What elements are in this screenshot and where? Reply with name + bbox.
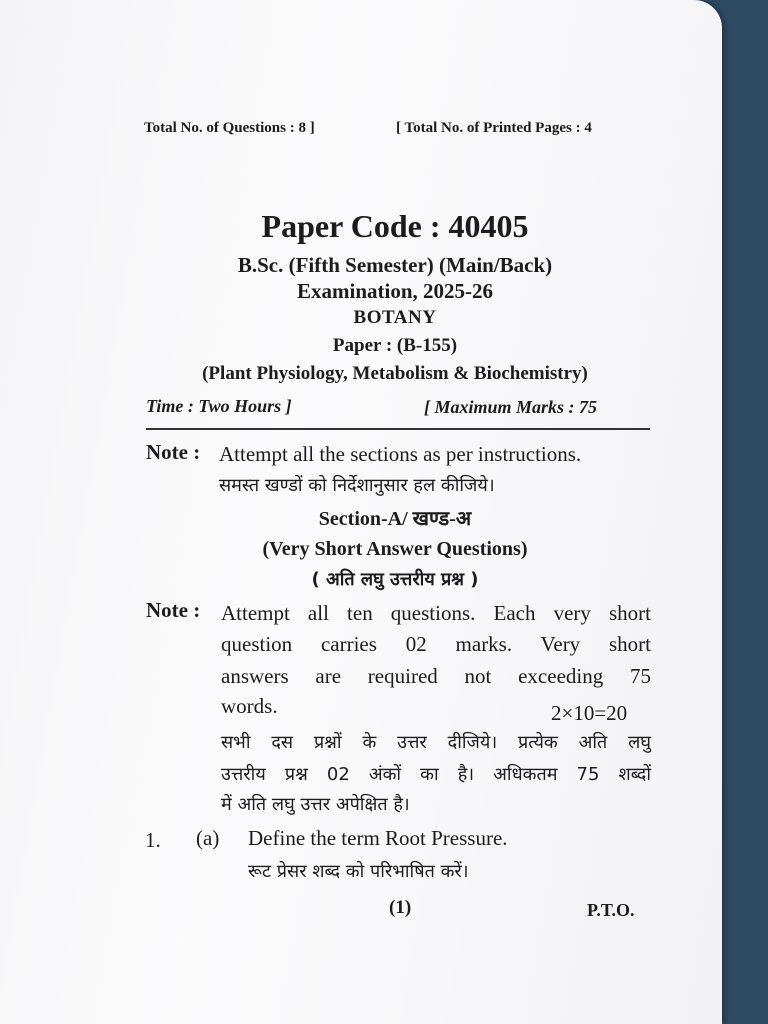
note2-label: Note : [146, 598, 201, 622]
question-part: (a) [196, 826, 220, 850]
section-type-english: (Very Short Answer Questions) [262, 538, 528, 560]
note2-hindi-line-1: सभी दस प्रश्नों के उत्तर दीजिये। प्रत्येक अति लघु [221, 732, 651, 753]
page-number: (1) [389, 897, 412, 918]
note2-hindi-line-2: उत्तरीय प्रश्न 02 अंकों का है। अधिकतम 75 शब्दों [221, 764, 651, 785]
header-divider [146, 428, 650, 430]
note1-hindi: समस्त खण्डों को निर्देशानुसार हल कीजिये। [219, 475, 495, 496]
exam-title: Examination, 2025-26 [296, 279, 493, 303]
section-heading: Section-A/ खण्ड-अ [318, 508, 472, 530]
note2-line-1: Attempt all ten questions. Each very short [221, 601, 651, 625]
paper-number: Paper : (B-155) [332, 335, 458, 356]
question-english: Define the term Root Pressure. [248, 826, 508, 850]
question-number: 1. [145, 828, 161, 852]
pto-label: P.T.O. [587, 900, 635, 920]
total-pages: [ Total No. of Printed Pages : 4 [396, 120, 592, 136]
course-title: B.Sc. (Fifth Semester) (Main/Back) [237, 253, 553, 277]
note2-line-2: question carries 02 marks. Very short [221, 632, 651, 656]
note2-last-line: words. [221, 694, 278, 718]
question-hindi: रूट प्रेसर शब्द को परिभाषित करें। [248, 861, 469, 882]
note1-label: Note : [146, 440, 201, 464]
paper-code: Paper Code : 40405 [261, 208, 529, 244]
note1-english: Attempt all the sections as per instructions. [219, 442, 582, 466]
time-allowed: Time : Two Hours ] [146, 396, 292, 416]
subject-title: BOTANY [353, 307, 437, 328]
section-type-hindi: ( अति लघु उत्तरीय प्रश्न ) [311, 569, 479, 590]
maximum-marks: [ Maximum Marks : 75 [424, 397, 598, 417]
paper-subtitle: (Plant Physiology, Metabolism & Biochemistry) [202, 363, 588, 384]
note2-hindi-line-3: में अति लघु उत्तर अपेक्षित है। [221, 794, 410, 815]
total-questions: Total No. of Questions : 8 ] [144, 120, 315, 136]
marks-distribution: 2×10=20 [551, 701, 628, 725]
note2-line-3: answers are required not exceeding 75 [221, 664, 651, 688]
